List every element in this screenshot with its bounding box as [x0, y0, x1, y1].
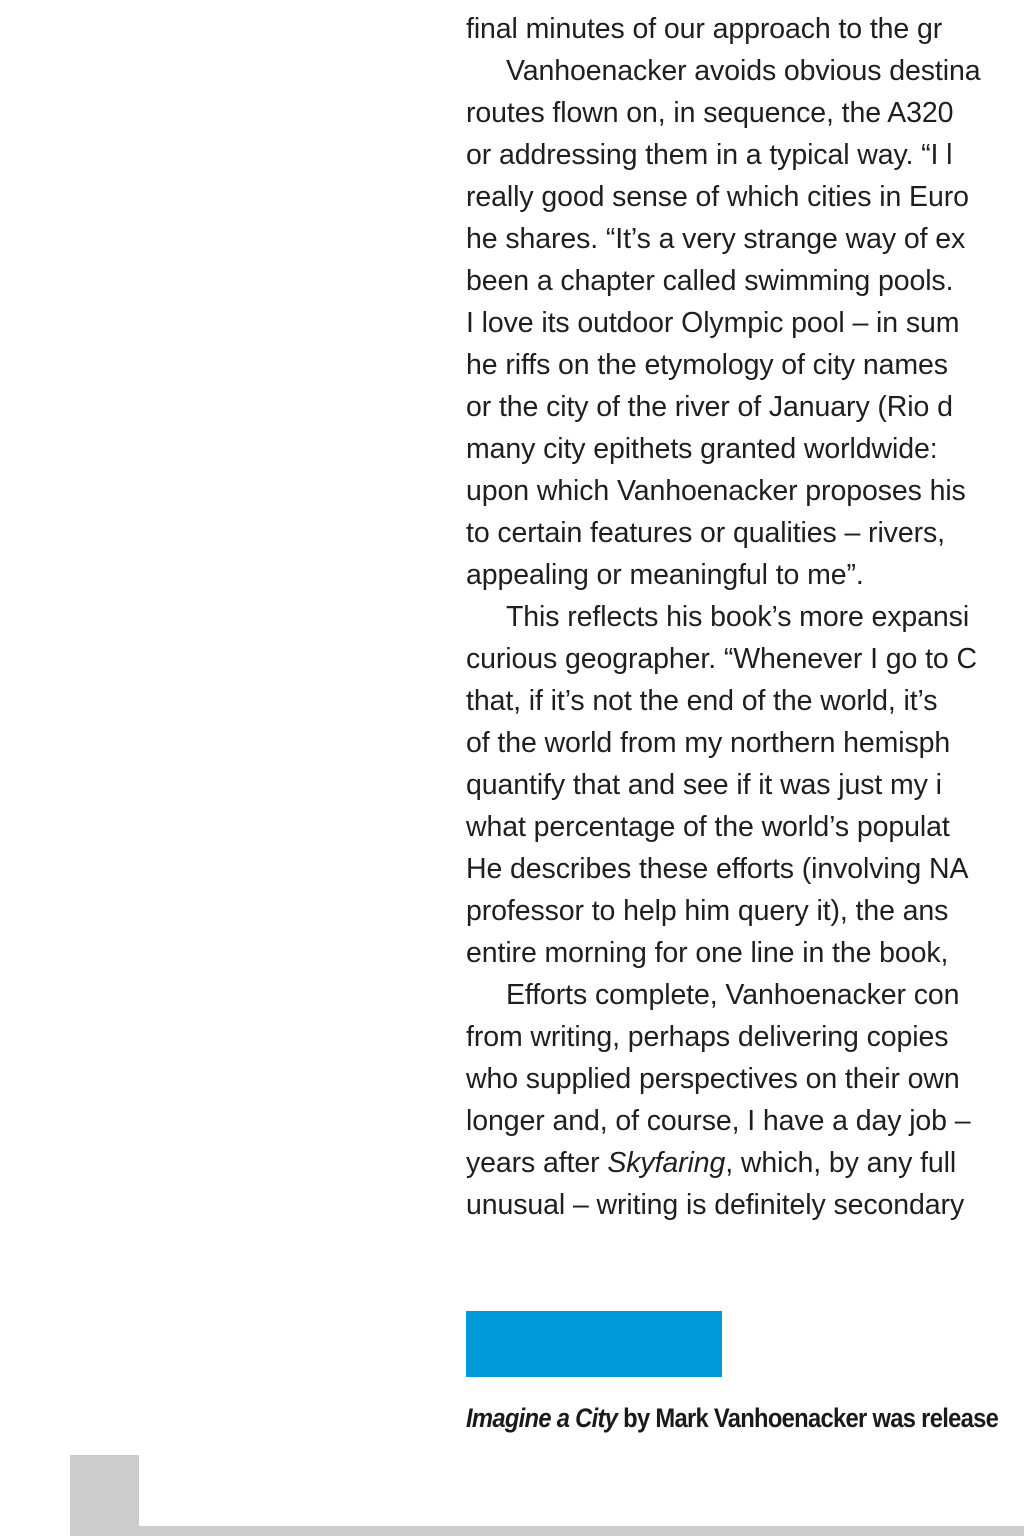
article-line-start: years after [466, 1147, 608, 1179]
article-line: from writing, perhaps delivering copies [466, 1021, 949, 1053]
credit-text: by Mark Vanhoenacker was release [617, 1403, 999, 1433]
article-line: what percentage of the world’s populat [466, 811, 950, 843]
article-line: he riffs on the etymology of city names [466, 349, 948, 381]
article-line: who supplied perspectives on their own [466, 1063, 960, 1095]
accent-bar [466, 1311, 722, 1377]
article-line: unusual – writing is definitely secondary [466, 1189, 965, 1221]
book-title-italic: Skyfaring [607, 1147, 726, 1179]
book-credit [466, 1396, 1012, 1440]
article-line: professor to help him query it), the ans [466, 895, 949, 927]
footer-rule [70, 1526, 1024, 1536]
article-line: he shares. “It’s a very strange way of ex [466, 223, 966, 255]
article-line: final minutes of our approach to the gr [466, 13, 943, 45]
article-line: that, if it’s not the end of the world, it’s [466, 685, 938, 717]
article-line: entire morning for one line in the book, [466, 937, 949, 969]
article-line: I love its outdoor Olympic pool – in sum [466, 307, 960, 339]
article-line: longer and, of course, I have a day job – [466, 1105, 971, 1137]
article-line: of the world from my northern hemisph [466, 727, 951, 759]
article-line: appealing or meaningful to me”. [466, 559, 864, 591]
article-line: really good sense of which cities in Euro [466, 181, 969, 213]
article-line: many city epithets granted worldwide: [466, 433, 938, 465]
article-line: upon which Vanhoenacker proposes his [466, 475, 966, 507]
article-line: He describes these efforts (involving NA [466, 853, 969, 885]
article-line: or addressing them in a typical way. “I l [466, 139, 953, 171]
article-line: to certain features or qualities – rivers, [466, 517, 945, 549]
article-body [466, 8, 1024, 1233]
article-line: curious geographer. “Whenever I go to C [466, 643, 977, 675]
article-line [466, 1142, 1024, 1184]
footer-tab [70, 1455, 139, 1536]
credit-book-title: Imagine a City [466, 1403, 618, 1433]
article-line: been a chapter called swimming pools. [466, 265, 954, 297]
article-line: Vanhoenacker avoids obvious destina [506, 55, 981, 87]
article-line: quantify that and see if it was just my i [466, 769, 942, 801]
article-line-end: , which, by any full [725, 1147, 957, 1179]
article-line: Efforts complete, Vanhoenacker con [506, 979, 960, 1011]
article-line: or the city of the river of January (Rio d [466, 391, 953, 423]
article-line: routes flown on, in sequence, the A320 [466, 97, 954, 129]
article-line: This reflects his book’s more expansi [506, 601, 970, 633]
